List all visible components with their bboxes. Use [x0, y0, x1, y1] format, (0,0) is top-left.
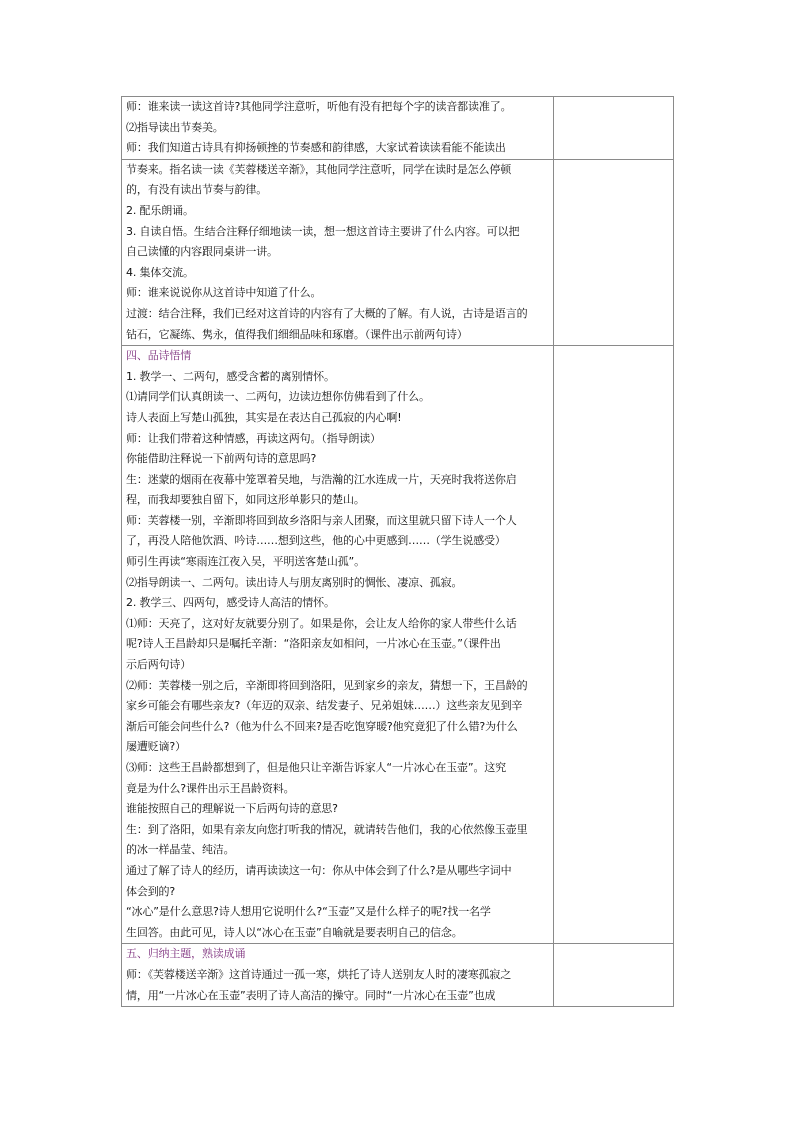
- text-line: ⑵指导朗读一、二两句。读出诗人与朋友离别时的惆怅、凄凉、孤寂。: [126, 575, 463, 589]
- text-line: 谁能按照自己的理解说一下后两句诗的意思?: [126, 802, 338, 816]
- content-cell: [122, 944, 554, 1007]
- notes-cell: [553, 944, 673, 1007]
- text-line: ⑴请同学们认真朗读一、二两句，边读边想你仿佛看到了什么。: [126, 390, 430, 404]
- text-line: ⑴师：天亮了，这对好友就要分别了。如果是你，会让友人给你的家人带些什么话: [126, 616, 517, 630]
- text-line: 呢?诗人王昌龄却只是嘱托辛渐：“洛阳亲友如相问，一片冰心在玉壶。”（课件出: [126, 637, 501, 651]
- text-line: 你能借助注释说一下前两句诗的意思吗?: [126, 452, 317, 466]
- table-row: [122, 97, 674, 160]
- notes-cell: [553, 159, 673, 345]
- text-line: 生：到了洛阳，如果有亲友向您打听我的情况，就请转告他们，我的心依然像玉壶里: [126, 822, 528, 836]
- notes-cell: [553, 346, 673, 944]
- text-line: 2. 教学三、四两句，感受诗人高洁的情怀。: [126, 596, 335, 610]
- text-line: ⑵指导读出节奏美。: [126, 120, 224, 134]
- text-line: ⑶师：这些王昌龄都想到了，但是他只让辛渐告诉家人“一片冰心在玉壶”。这究: [126, 761, 506, 774]
- text-line: 程，而我却要独自留下，如同这形单影只的楚山。: [126, 493, 365, 507]
- section-heading: 四、品诗悟情: [126, 349, 192, 363]
- text-line: 师：让我们带着这种情感，再读这两句。（指导朗读）: [126, 431, 381, 445]
- text-line: 生：迷蒙的烟雨在夜幕中笼罩着吴地，与浩瀚的江水连成一片，天亮时我将送你启: [126, 472, 517, 486]
- section-heading: 五、归纳主题，熟读成诵: [126, 947, 246, 961]
- text-line: 了，再没人陪他饮酒、吟诗……想到这些，他的心中更感到……（学生说感受）: [126, 534, 506, 548]
- notes-cell: [553, 97, 673, 160]
- text-line: 示后两句诗）: [126, 658, 192, 672]
- text-line: 的，有没有读出节奏与韵律。: [126, 183, 268, 197]
- text-line: 屡遭贬谪?）: [126, 740, 186, 754]
- text-line: 自己读懂的内容跟同桌讲一讲。: [126, 245, 278, 259]
- text-line: 2. 配乐朗诵。: [126, 203, 194, 217]
- lesson-plan-table: [121, 96, 674, 1007]
- text-line: 的冰一样晶莹、纯洁。: [126, 843, 235, 857]
- table-row: [122, 159, 674, 345]
- text-line: 3. 自读自悟。生结合注释仔细地读一读，想一想这首诗主要讲了什么内容。可以把: [126, 224, 520, 238]
- text-line: 体会到的?: [126, 884, 176, 898]
- text-line: 渐后可能会问些什么?（他为什么不回来?是否吃饱穿暖?他究竟犯了什么错?为什么: [126, 719, 518, 733]
- text-line: 师：芙蓉楼一别，辛渐即将回到故乡洛阳与亲人团聚，而这里就只留下诗人一个人: [126, 513, 517, 527]
- text-line: 诗人表面上写楚山孤独，其实是在表达自己孤寂的内心啊!: [126, 410, 402, 424]
- text-line: ⑵师：芙蓉楼一别之后，辛渐即将回到洛阳，见到家乡的亲友，猜想一下，王昌龄的: [126, 678, 528, 692]
- text-line: 师：谁来说说你从这首诗中知道了什么。: [126, 286, 322, 300]
- text-line: 1. 教学一、二两句，感受含蓄的离别情怀。: [126, 369, 335, 383]
- text-line: 过渡：结合注释，我们已经对这首诗的内容有了大概的了解。有人说，古诗是语言的: [126, 306, 528, 320]
- content-cell: [122, 346, 554, 944]
- text-line: 钻石，它凝练、隽永，值得我们细细品味和琢磨。（课件出示前两句诗）: [126, 327, 468, 341]
- text-line: 师：我们知道古诗具有抑扬顿挫的节奏感和韵律感，大家试着读读看能不能读出: [126, 141, 506, 155]
- table-row: [122, 346, 674, 944]
- text-line: 家乡可能会有哪些亲友?（年迈的双亲、结发妻子、兄弟姐妹……）这些亲友见到辛: [126, 699, 523, 713]
- text-line: 师引生再读“寒雨连江夜入吴，平明送客楚山孤”。: [126, 555, 365, 569]
- text-line: 4. 集体交流。: [126, 265, 194, 279]
- text-line: 师：谁来读一读这首诗?其他同学注意听，听他有没有把每个字的读音都读准了。: [126, 100, 512, 113]
- text-line: 师：《芙蓉楼送辛渐》这首诗通过一孤一寒，烘托了诗人送别友人时的凄寒孤寂之: [126, 967, 512, 981]
- content-cell: [122, 97, 554, 160]
- text-line: “冰心”是什么意思?诗人想用它说明什么?“玉壶”又是什么样子的呢?找一名学: [126, 905, 491, 919]
- text-line: 生回答。由此可见，诗人以“冰心在玉壶”自喻就是要表明自己的信念。: [126, 925, 463, 939]
- text-line: 情，用“一片冰心在玉壶”表明了诗人高洁的操守。同时“一片冰心在玉壶”也成: [126, 988, 496, 1002]
- text-line: 节奏来。指名读一读《芙蓉楼送辛渐》，其他同学注意听，同学在读时是怎么停顿: [126, 162, 512, 176]
- content-cell: [122, 159, 554, 345]
- text-line: 通过了解了诗人的经历，请再读读这一句：你从中体会到了什么?是从哪些字词中: [126, 863, 512, 877]
- table-row: [122, 944, 674, 1007]
- text-line: 竟是为什么?课件出示王昌龄资料。: [126, 781, 295, 795]
